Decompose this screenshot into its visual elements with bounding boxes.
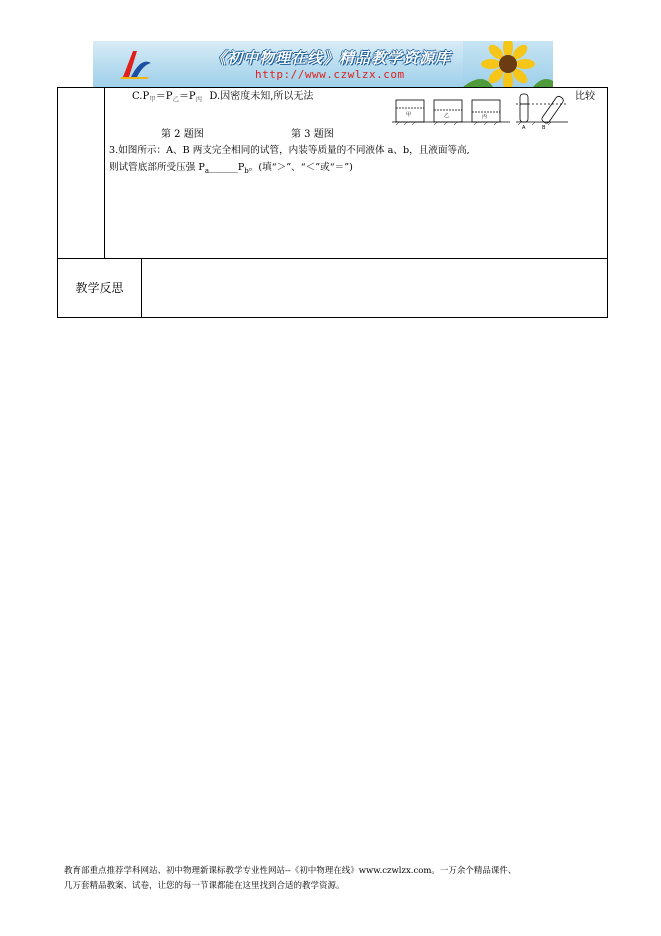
fig-label-bing: 丙: [482, 114, 488, 120]
question-figures: [392, 92, 568, 130]
question-row-label-cell: [58, 88, 105, 258]
container-jia-icon: [396, 100, 424, 122]
question-3-line-1: 3.如图所示：A、B 两支完全相同的试管，内装等质量的不同液体 a、b，且液面等高,: [109, 145, 470, 156]
compare-word: 比较: [575, 91, 595, 102]
test-tube-b-icon: [541, 95, 565, 124]
option-c-line: $C.P_甲=P_乙=P_丙$ D.因密度未知,所以无法: [132, 91, 314, 103]
sunflower-icon: [463, 41, 553, 87]
reflection-label: 教学反思: [75, 281, 124, 295]
header-banner: [93, 41, 553, 87]
banner-title: 《初中物理在线》精品教学资源库: [211, 49, 452, 67]
reflection-label-cell: [58, 259, 142, 317]
reflection-row: [58, 259, 607, 317]
question-row: [58, 88, 607, 259]
reflection-content-cell[interactable]: [142, 259, 607, 317]
fig2-caption: 第 2 题图: [161, 129, 204, 140]
page-footer: [64, 864, 624, 894]
fig3-caption: 第 3 题图: [291, 129, 334, 140]
footer-line-1: 教育部重点推荐学科网站、初中物理新课标教学专业性网站--《初中物理在线》www.czwlzx.com。一万余个精品课件、: [64, 866, 517, 876]
test-tube-a-icon: [520, 94, 528, 122]
site-logo-icon: [119, 47, 155, 81]
lesson-table: [57, 87, 608, 318]
banner-url[interactable]: http://www.czwlzx.com: [255, 68, 405, 81]
option-d-text: D.因密度未知,所以无法: [209, 91, 314, 102]
fig-label-a: A: [522, 125, 526, 130]
fig-label-yi: 乙: [444, 113, 450, 119]
footer-line-2: 几万套精品教案、试卷，让您的每一节课都能在这里找到合适的教学资源。: [64, 881, 345, 891]
fig-label-b: B: [542, 125, 546, 130]
fig-label-jia: 甲: [406, 112, 412, 118]
question-3-line-2: 则试管底部所受压强 $P_a\_\_\_\_\_\_P_b$。(填“＞”、“＜”或“＝”): [109, 162, 353, 175]
